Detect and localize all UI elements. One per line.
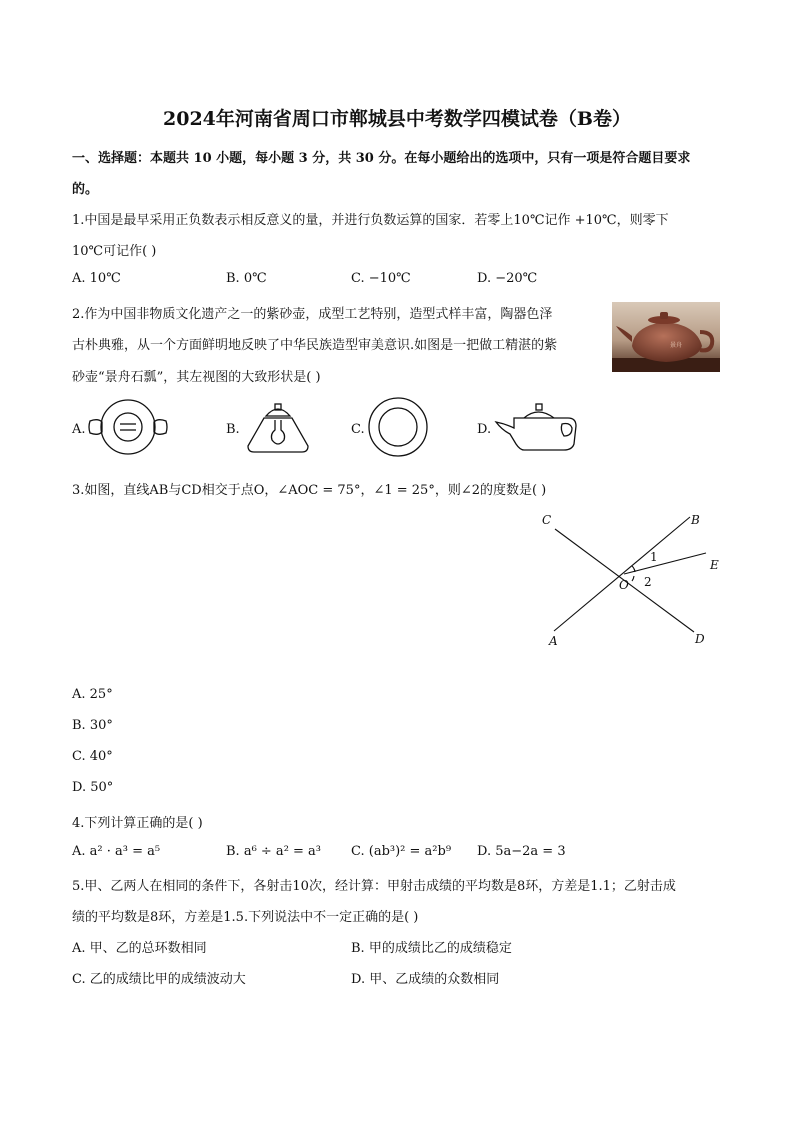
q1-option-c: C. −10℃ <box>351 271 411 286</box>
section-heading-line2: 的。 <box>72 182 99 197</box>
section-heading-line1: 一、选择题：本题共 10 小题，每小题 3 分，共 30 分。在每小题给出的选项中，只有一项是符合题目要求 <box>72 151 691 166</box>
q4-stem: 4.下列计算正确的是( ) <box>72 816 203 831</box>
q5-stem-line2: 绩的平均数是8环，方差是1.5.下列说法中不一定正确的是( ) <box>72 910 419 925</box>
q2-option-a-figure <box>88 396 168 458</box>
page-title: 2024年河南省周口市郸城县中考数学四模试卷（B卷） <box>163 108 631 130</box>
q3-stem: 3.如图，直线AB与CD相交于点O，∠AOC = 75°，∠1 = 25°，则∠2的度数是( ) <box>72 483 547 498</box>
q3-option-a: A. 25° <box>72 687 113 702</box>
q2-stem-line3: 砂壶“景舟石瓢”，其左视图的大致形状是( ) <box>72 370 321 385</box>
q2-option-c-figure <box>366 396 430 458</box>
q5-stem-line1: 5.甲、乙两人在相同的条件下，各射击10次，经计算：甲射击成绩的平均数是8环，方差是1.1；乙射击成 <box>72 879 676 894</box>
q3-option-d: D. 50° <box>72 780 114 795</box>
q2-stem-line2: 古朴典雅，从一个方面鲜明地反映了中华民族造型审美意识.如图是一把做工精湛的紫 <box>72 338 558 353</box>
label-d: D <box>695 632 705 646</box>
label-angle-2: 2 <box>644 575 652 589</box>
q4-option-c: C. (ab³)² = a²b⁹ <box>351 844 452 859</box>
label-e: E <box>710 558 719 572</box>
label-b: B <box>691 513 700 527</box>
q1-option-b: B. 0℃ <box>226 271 267 286</box>
q5-option-d: D. 甲、乙成绩的众数相同 <box>351 972 500 987</box>
q2-option-c-label: C. <box>351 422 365 437</box>
q2-option-a-label: A. <box>72 422 86 437</box>
q5-option-b: B. 甲的成绩比乙的成绩稳定 <box>351 941 512 956</box>
ray-oe <box>624 553 706 574</box>
q3-option-c: C. 40° <box>72 749 113 764</box>
q1-option-a: A. 10℃ <box>72 271 121 286</box>
q1-stem-line2: 10℃可记作( ) <box>72 244 157 259</box>
label-angle-1: 1 <box>650 550 658 564</box>
q4-option-b: B. a⁶ ÷ a² = a³ <box>226 844 322 859</box>
q1-stem-line1: 1.中国是最早采用正负数表示相反意义的量，并进行负数运算的国家．若零上10℃记作 +10℃，则零下 <box>72 213 669 228</box>
svg-text:景舟: 景舟 <box>670 342 683 349</box>
q2-option-d-figure <box>494 400 584 454</box>
q4-option-d: D. 5a−2a = 3 <box>477 844 566 859</box>
label-c: C <box>542 513 552 527</box>
q5-option-a: A. 甲、乙的总环数相同 <box>72 941 207 956</box>
q4-option-a: A. a² · a³ = a⁵ <box>72 844 161 859</box>
q1-option-d: D. −20℃ <box>477 271 538 286</box>
q3-figure <box>530 505 730 655</box>
q2-stem-line1: 2.作为中国非物质文化遗产之一的紫砂壶，成型工艺特别，造型式样丰富，陶器色泽 <box>72 307 553 322</box>
q5-option-c: C. 乙的成绩比甲的成绩波动大 <box>72 972 246 987</box>
q2-option-d-label: D. <box>477 422 492 437</box>
label-a: A <box>549 634 558 648</box>
teapot-photo <box>612 302 720 372</box>
q2-option-b-figure <box>242 400 314 454</box>
q3-option-b: B. 30° <box>72 718 113 733</box>
q2-option-b-label: B. <box>226 422 240 437</box>
label-o: O <box>619 578 629 592</box>
